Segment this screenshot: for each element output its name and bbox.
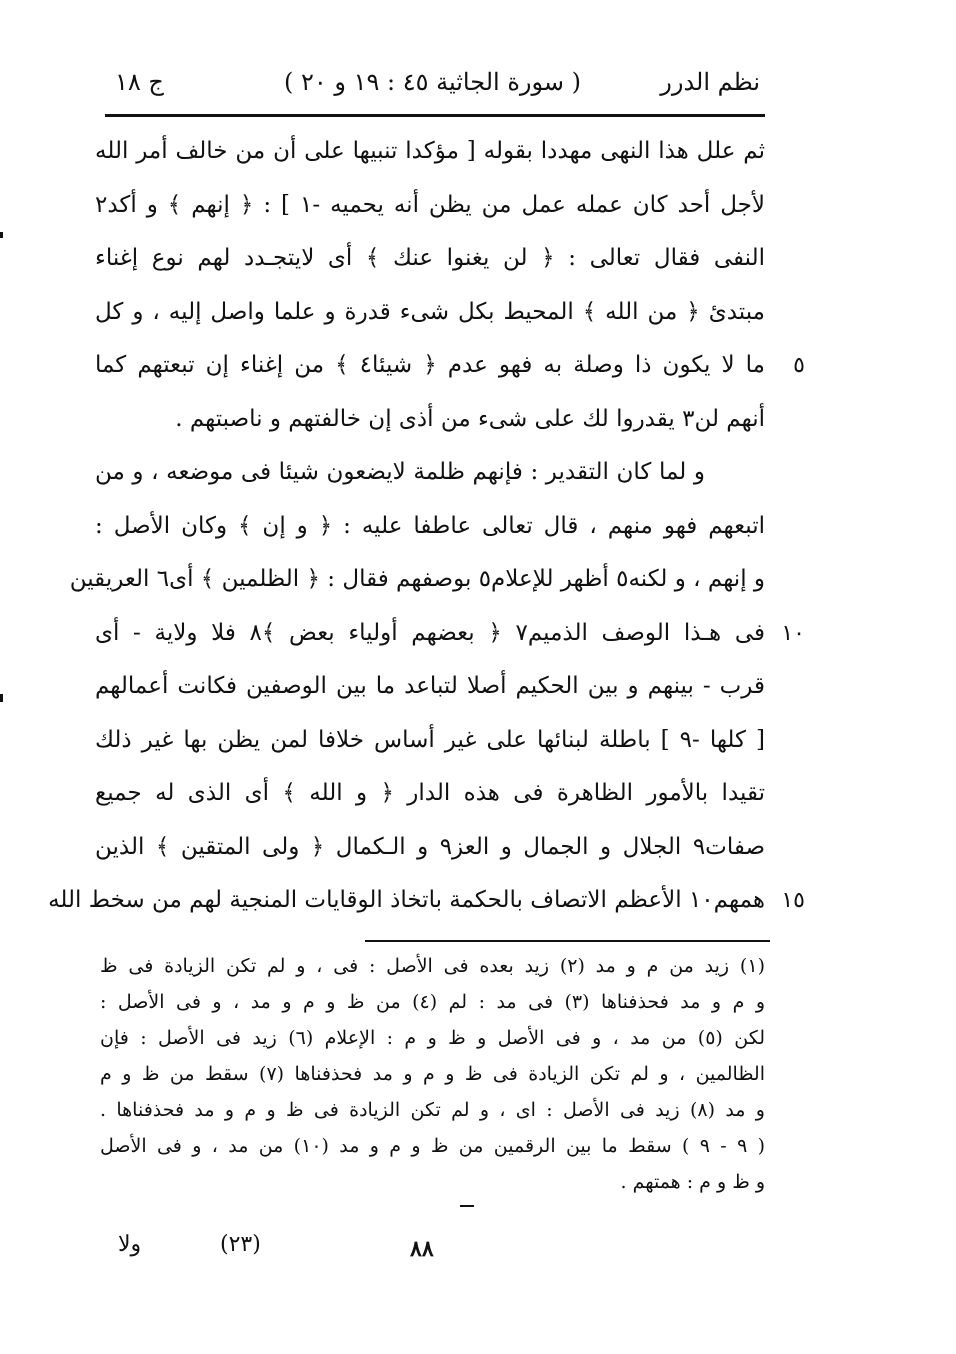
footnote-line: و ظ و م : همتهم . bbox=[620, 1171, 765, 1193]
line-text: و لما كان التقدير : فإنهم ظلمة لايضعون شيئا فى موضعه ، و من bbox=[95, 459, 705, 485]
scan-edge-mark bbox=[0, 232, 3, 238]
line-text: [ كلها -٩ ] باطلة لبنائها على غير أساس خلافا لمن يظن بها غير ذلك bbox=[95, 726, 765, 753]
line-text: و إنهم ، و لكنه٥ أظهر للإعلام٥ بوصفهم فقال : ﴿ الظلمين ﴾ أى٦ العريقين bbox=[69, 566, 765, 592]
line-number: ٥ bbox=[793, 353, 805, 378]
line-text: تقيدا بالأمور الظاهرة فى هذه الدار ﴿ و الله ﴾ أى الذى له جميع bbox=[95, 780, 765, 806]
line-text: صفات٩ الجلال و الجمال و العز٩ و الـكمال ﴿ ولى المتقين ﴾ الذين bbox=[95, 833, 765, 860]
manuscript-number: (٢٣) bbox=[220, 1232, 261, 1257]
footnote-line: الظالمين ، و لم تكن الزيادة فى ظ و م و مد فحذفناها (٧) سقط من ظ و م bbox=[100, 1063, 765, 1085]
page-number: ٨٨ bbox=[410, 1236, 434, 1262]
book-title: نظم الدرر bbox=[660, 68, 760, 96]
line-text: همهم١٠ الأعظم الاتصاف بالحكمة باتخاذ الوقايات المنجية لهم من سخط الله bbox=[48, 887, 765, 913]
line-text: مبتدئ ﴿ من الله ﴾ المحيط بكل شىء قدرة و علما واصل إليه ، و كل bbox=[95, 298, 765, 325]
scan-edge-mark bbox=[0, 694, 3, 702]
footnote-line: و مد (٨) زيد فى الأصل : اى ، و لم تكن الزيادة فى ظ و م و مد فحذفناها . bbox=[100, 1099, 765, 1121]
page-footer bbox=[100, 1232, 500, 1268]
line-number: ١٥ bbox=[781, 888, 805, 913]
footnote-line: و م و مد فحذفناها (٣) فى مد : لم (٤) من ظ و م و مد ، و فى الأصل : bbox=[100, 991, 765, 1013]
text-line bbox=[48, 874, 805, 928]
line-text: فى هـذا الوصف الذميم٧ ﴿ بعضهم أولياء بعض ﴾٨ فلا ولاية - أى bbox=[95, 619, 765, 646]
text-line bbox=[95, 660, 765, 714]
line-text: أنهم لن٣ يقدروا لك على شىء من أذى إن خالفتهم و ناصبتهم . bbox=[175, 405, 765, 432]
text-line bbox=[95, 607, 805, 661]
line-text: قرب - بينهم و بين الحكيم أصلا لتباعد ما بين الوصفين فكانت أعمالهم bbox=[95, 673, 765, 699]
line-text: لأجل أحد كان عمله عمل من يظن أنه يحميه -١ ] : ﴿ إنهم ﴾ و أكد٢ bbox=[95, 191, 765, 218]
line-text: ما لا يكون ذا وصلة به فهو عدم ﴿ شيئا٤ ﴾ من إغناء إن تبعتهم كما bbox=[95, 352, 765, 378]
text-line bbox=[95, 714, 765, 768]
text-line bbox=[95, 446, 765, 500]
text-line bbox=[95, 767, 765, 821]
text-line bbox=[95, 179, 765, 233]
text-line bbox=[95, 500, 765, 554]
footnote-line: (١) زيد من م و مد (٢) زيد بعده فى الأصل : فى ، و لم تكن الزيادة فى ظ bbox=[100, 955, 765, 977]
surah-reference: ( سورة الجاثية ٤٥ : ١٩ و ٢٠ ) bbox=[283, 68, 582, 96]
text-line bbox=[95, 393, 765, 447]
text-line bbox=[95, 125, 765, 179]
header-rule bbox=[105, 114, 765, 117]
line-number: ١٠ bbox=[781, 620, 805, 646]
catchword: ولا bbox=[118, 1232, 142, 1257]
line-text: النفى فقال تعالى : ﴿ لن يغنوا عنك ﴾ أى لايتجـدد لهم نوع إغناء bbox=[95, 245, 765, 271]
text-line bbox=[95, 232, 765, 286]
footnotes bbox=[100, 948, 765, 1200]
text-line bbox=[95, 286, 765, 340]
text-line bbox=[95, 339, 805, 393]
footnote-line: لكن (٥) من مد ، و فى الأصل و ظ و م : الإعلام (٦) زيد فى الأصل : فإن bbox=[100, 1027, 765, 1049]
text-line bbox=[69, 553, 765, 607]
line-text: ثم علل هذا النهى مهددا بقوله [ مؤكدا تنبيها على أن من خالف أمر الله bbox=[95, 138, 765, 164]
volume-number: ج ١٨ bbox=[115, 68, 164, 96]
line-text: اتبعهم فهو منهم ، قال تعالى عاطفا عليه : ﴿ و إن ﴾ وكان الأصل : bbox=[95, 512, 765, 539]
footnote-rule bbox=[365, 940, 770, 942]
footnote-line: ( ٩ - ٩ ) سقط ما بين الرقمين من ظ و م و مد (١٠) من مد ، و فى الأصل bbox=[100, 1135, 766, 1157]
separator-dash bbox=[460, 1205, 474, 1207]
text-line bbox=[95, 821, 765, 875]
main-text bbox=[48, 125, 805, 928]
page-header bbox=[105, 62, 760, 106]
